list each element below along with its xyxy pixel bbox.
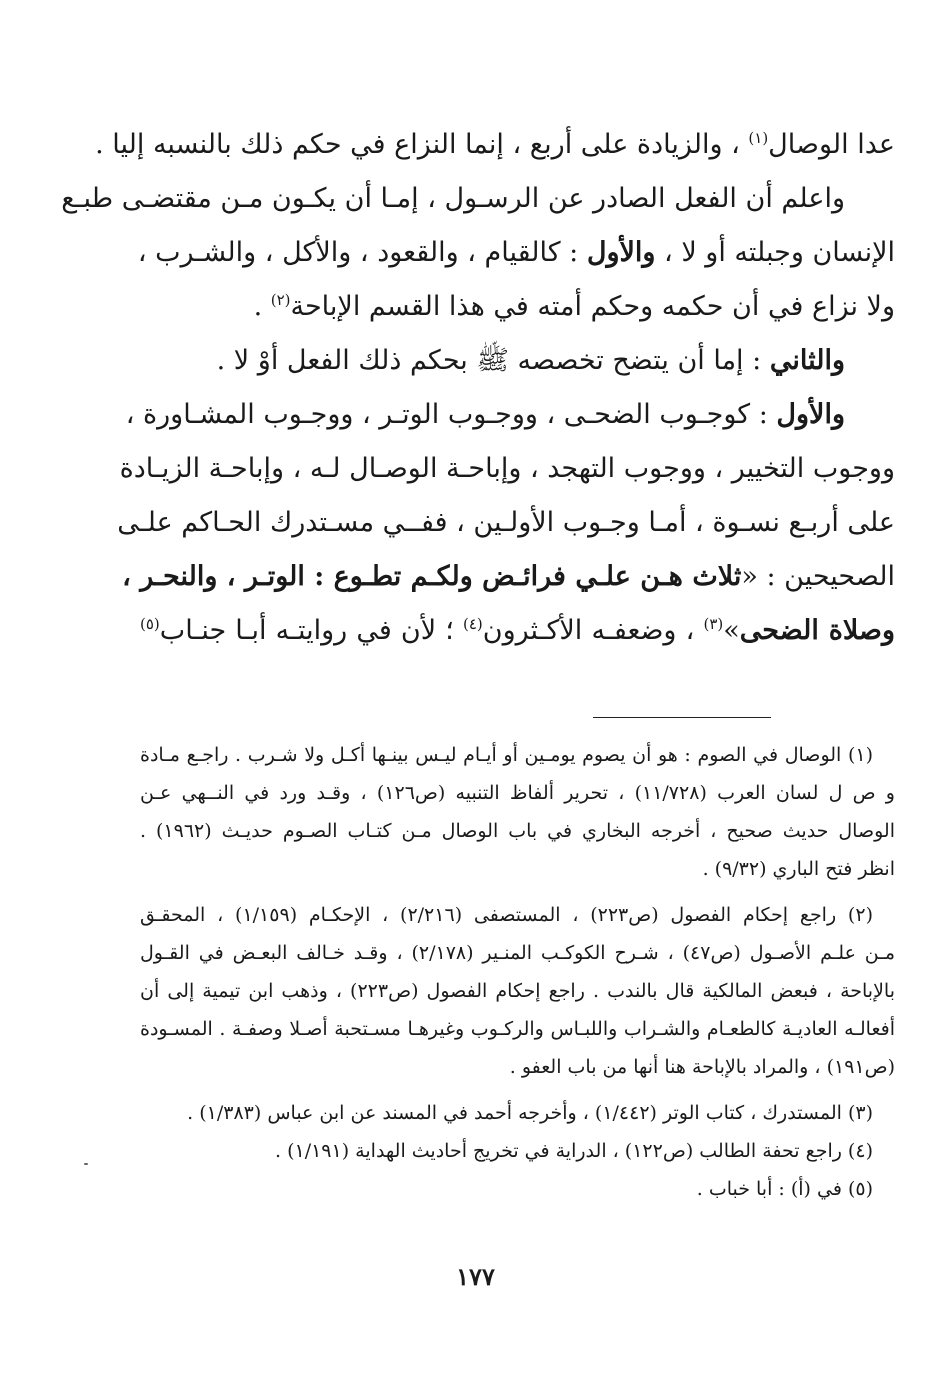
- footnote-line: الوصال حديث صحيح ، أخرجه البخاري في باب الوصال مـن كتـاب الصـوم حديـث (١٩٦٢) .: [140, 820, 895, 842]
- footnote-ref: (١): [748, 129, 769, 147]
- text-span: ؛ لأن في روايتـه أبـا جنـاب: [159, 615, 463, 646]
- hadith-quote: وصلاة الضحى: [739, 615, 896, 646]
- text-line: [140, 604, 895, 658]
- bold-term: والثاني: [769, 345, 845, 376]
- footnote-line: (ص١٩١) ، والمراد بالإباحة هنا أنها من باب العفو .: [509, 1056, 895, 1078]
- footnote-line: (٢) راجع إحكام الفصول (ص٢٢٣) ، المستصفى (٢/٢١٦) ، الإحكـام (١/١٥٩) ، المحقـق: [140, 904, 873, 926]
- text-line: [140, 334, 895, 388]
- scan-speck: [84, 1163, 88, 1165]
- footnote-line: (٥) في (أ) : أبا خباب .: [696, 1178, 873, 1200]
- text-line: [140, 280, 895, 334]
- page-number: ١٧٧: [456, 1262, 495, 1291]
- text-line: [125, 388, 895, 442]
- footnote-line: (٤) راجع تحفة الطالب (ص١٢٢) ، الدراية في تخريج أحاديث الهداية (١/١٩١) .: [275, 1140, 873, 1162]
- text-span: »: [723, 615, 740, 646]
- footnote-line: (٣) المستدرك ، كتاب الوتر (١/٤٤٢) ، وأخرجه أحمد في المسند عن ابن عباس (١/٣٨٣) .: [187, 1102, 873, 1124]
- text-span: : إما أن يتضح تخصصه ﷺ بحكم ذلك الفعل أوْ لا .: [216, 345, 770, 376]
- footnote-ref: (٢): [270, 291, 291, 309]
- text-line: على أربـع نسـوة ، أمـا وجـوب الأولـين ، ففــي مسـتدرك الحـاكم علـى: [117, 507, 895, 538]
- footnote-separator: [593, 717, 771, 718]
- bold-term: والأول: [776, 399, 845, 430]
- footnote-line: بالإباحة ، فبعض المالكية قال بالندب . راجع إحكام الفصول (ص٢٢٣) ، وذهب ابن تيمية إلى أن: [140, 980, 896, 1002]
- text-line: واعلم أن الفعل الصادر عن الرسـول ، إمـا أن يكـون مـن مقتضـى طبـع: [61, 183, 845, 214]
- bold-term: والأول: [586, 237, 656, 268]
- footnote-line: مـن علـم الأصـول (ص٤٧) ، شـرح الكوكـب المنـير (٢/١٧٨) ، وقـد خـالف البعـض في القـول: [140, 942, 896, 964]
- text-line: ووجوب التخيير ، ووجوب التهجد ، وإباحـة الوصـال لـه ، وإباحـة الزيـادة: [119, 453, 895, 484]
- footnote-line: و ص ل لسان العرب (١١/٧٢٨) ، تحرير ألفاظ التنبيه (ص١٢٦) ، وقـد ورد في النــهي عـن: [140, 782, 895, 804]
- text-span: ، وضعفـه الأكـثرون: [482, 615, 704, 646]
- text-line: [122, 550, 895, 604]
- text-span: : كوجـوب الضحـى ، ووجـوب الوتـر ، ووجـوب المشـاورة ،: [125, 399, 777, 430]
- footnotes: [140, 736, 895, 1208]
- text-span: الإنسان وجبلته أو لا ،: [655, 237, 895, 268]
- text-line: [95, 118, 895, 172]
- footnote-line: انظر فتح الباري (٩/٣٢) .: [702, 858, 895, 880]
- footnote-ref: (٤): [462, 615, 483, 633]
- text-line: [137, 226, 895, 280]
- footnote-line: أفعالـه العاديـة كالطعـام والشـراب واللبـاس والركـوب وغيرهـا مسـتحبة أصـلا وصفـة . المسـودة: [140, 1018, 896, 1040]
- text-span: عدا الوصال: [768, 129, 895, 160]
- footnote-ref: (٥): [140, 615, 160, 633]
- text-span: ، والزيادة على أربع ، إنما النزاع في حكم ذلك بالنسبه إليا .: [95, 129, 749, 160]
- text-span: الصحيحين : «: [741, 561, 895, 592]
- main-text: [61, 118, 896, 658]
- footnote-ref: (٣): [703, 615, 724, 633]
- hadith-quote: ثلاث هـن علـي فرائـض ولكـم تطـوع : الوتـر ، والنحـر ،: [122, 561, 742, 592]
- text-span: : كالقيام ، والقعود ، والأكل ، والشـرب ،: [137, 237, 587, 268]
- text-span: ولا نزاع في أن حكمه وحكم أمته في هذا القسم الإباحة: [290, 291, 895, 322]
- text-span: .: [253, 291, 271, 322]
- footnote-line: (١) الوصال في الصوم : هو أن يصوم يومـين أو أيـام ليـس بينـها أكـل ولا شـرب . راجـع مـادة: [140, 744, 873, 766]
